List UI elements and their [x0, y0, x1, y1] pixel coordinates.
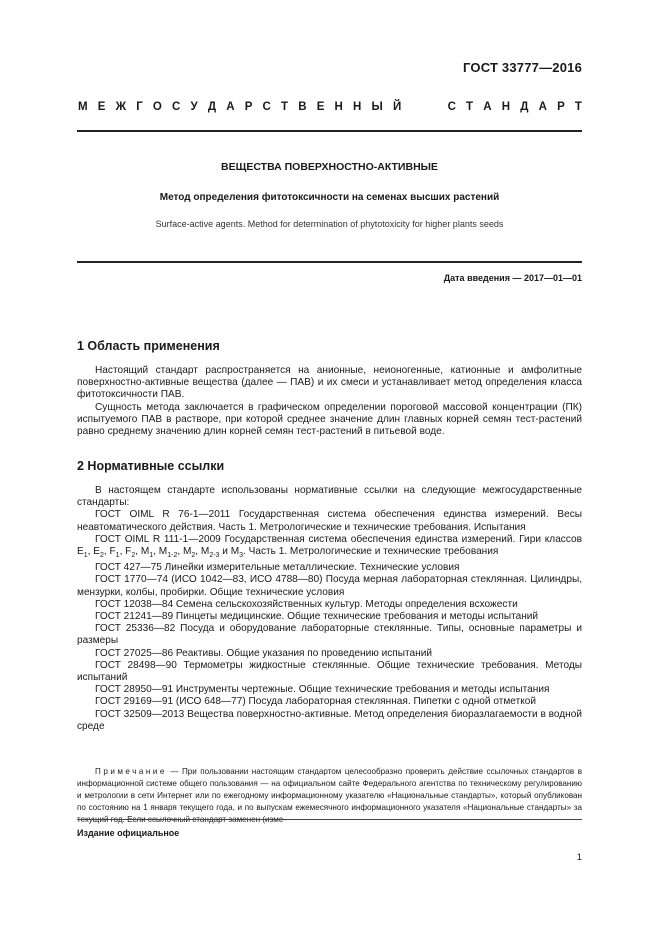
banner-letter: А [226, 101, 235, 113]
banner-letter: Д [207, 101, 217, 113]
banner-letter: Й [392, 101, 402, 113]
reference-text: ГОСТ OIML R 111-1—2009 Государственная система обеспечения единства измерений. Гири классов E [77, 533, 582, 558]
note-text: — При пользовании настоящим стандартом целесообразно проверить действие ссылочных стандартов в информационной системе общего пользования — на официальном сайте Федерального агентства по техническому регулированию и метрологии в сети Интернет или по ежегодному информационному указателю «Национальные стандарты», который опубликован по состоянию на 1 января текущего года, и по выпускам ежемесячного информационного указателя «Национальные стандарты» за текущий год. Если ссылочный стандарт заменен (изме- [77, 767, 582, 825]
official-edition-label: Издание официальное [77, 828, 180, 838]
footer-divider [77, 819, 582, 820]
note-block [77, 766, 582, 826]
banner-letter: Н [353, 101, 362, 113]
banner-letter: Ж [115, 101, 127, 113]
banner-letter: Д [520, 101, 529, 113]
section-scope-body [77, 365, 582, 438]
reference-item: ГОСТ 21241—89 Пинцеты медицинские. Общие технические требования и методы испытаний [95, 611, 539, 623]
standard-type-banner [78, 101, 582, 113]
section-heading-scope: 1 Область применения [77, 339, 220, 353]
page-number: 1 [576, 852, 582, 863]
banner-letter: Т [574, 101, 582, 113]
banner-letter: О [152, 101, 162, 113]
reference-item: ГОСТ 29169—91 (ИСО 648—77) Посуда лабораторная стеклянная. Пипетки с одной отметкой [95, 696, 536, 708]
reference-item: ГОСТ 32509—2013 Вещества поверхностно-активные. Метод определения биоразлагаемости в водной среде [77, 708, 582, 732]
gost-code: ГОСТ 33777—2016 [463, 60, 582, 75]
banner-letter: М [78, 101, 88, 113]
banner-letter: Н [334, 101, 343, 113]
banner-letter: Е [316, 101, 325, 113]
introduction-date: Дата введения — 2017—01—01 [443, 273, 582, 283]
top-divider [77, 130, 582, 132]
banner-letter: Р [244, 101, 253, 113]
banner-letter: А [483, 101, 492, 113]
document-title: ВЕЩЕСТВА ПОВЕРХНОСТНО-АКТИВНЫЕ [221, 161, 438, 173]
banner-letter: В [298, 101, 307, 113]
banner-letter: С [447, 101, 456, 113]
reference-item: ГОСТ 28950—91 Инструменты чертежные. Общие технические требования и методы испытания [95, 684, 550, 696]
note-label: Примечание [95, 767, 167, 776]
reference-item: ГОСТ 27025—86 Реактивы. Общие указания по проведению испытаний [95, 647, 432, 659]
paragraph: В настоящем стандарте использованы нормативные ссылки на следующие межгосударственные стандарты: [77, 485, 582, 509]
banner-letter: С [172, 101, 181, 113]
banner-letter: С [262, 101, 271, 113]
banner-letter: Ы [371, 101, 383, 113]
reference-item: ГОСТ 427—75 Линейки измерительные металлические. Технические условия [95, 562, 460, 574]
banner-letter: Т [466, 101, 474, 113]
document-subtitle: Метод определения фитотоксичности на семенах высших растений [159, 192, 500, 203]
reference-item: ГОСТ 1770—74 (ИСО 1042—83, ИСО 4788—80) Посуда мерная лабораторная стеклянная. Цилиндры, мензурки, колбы, пробирки. Общие технические условия [77, 574, 582, 598]
title-divider [77, 261, 582, 263]
paragraph: Сущность метода заключается в графическом определении пороговой массовой концентрации (ПК) испытуемого ПАВ в растворе, при которой среднее значение длин главных корней семян тест-растений равно среднему значению длин корней семян тест-растений в питьевой воде. [77, 401, 582, 438]
reference-item: ГОСТ 28498—90 Термометры жидкостные стеклянные. Общие технические требования. Методы испытаний [77, 659, 582, 684]
section-heading-references: 2 Нормативные ссылки [77, 459, 225, 473]
reference-item: ГОСТ OIML R 111-1—2009 Государственная система обеспечения единства измерений. Гири классов $E_1$, $E_2$, $F_1$, $F_2$, $M_1$, $M_{1-2}$, $M_2$, $M_{2-3}$ и $M_3$. Часть 1. Метрологические и технические требования [77, 533, 582, 560]
section-references-body [77, 485, 582, 733]
note-paragraph [77, 766, 582, 826]
reference-item: ГОСТ OIML R 76-1—2011 Государственная система обеспечения единства измерений. Весы неавтоматического действия. Часть 1. Метрологические и технические требования. Испытания [77, 509, 582, 533]
reference-item: ГОСТ 25336—82 Посуда и оборудование лабораторные стеклянные. Типы, основные параметры и размеры [77, 623, 582, 647]
banner-letter: А [538, 101, 547, 113]
banner-letter: Р [557, 101, 565, 113]
banner-letter: Г [136, 101, 143, 113]
banner-letter: У [190, 101, 198, 113]
english-title: Surface-active agents. Method for determination of phytotoxicity for higher plants seeds [155, 219, 504, 229]
reference-item: ГОСТ 12038—84 Семена сельскохозяйственных культур. Методы определения всхожести [95, 598, 518, 610]
banner-letter: Т [281, 101, 289, 113]
reference-text: и M [222, 546, 240, 558]
banner-letter: Е [97, 101, 106, 113]
reference-text: . Часть 1. Метрологические и технические требования [243, 546, 499, 558]
banner-letter: Н [501, 101, 511, 113]
paragraph: Настоящий стандарт распространяется на анионные, неионогенные, катионные и амфолитные поверхностно-активные вещества (далее — ПАВ) и их смеси и устанавливает метод определения класса фитотоксичности ПАВ. [77, 365, 582, 401]
